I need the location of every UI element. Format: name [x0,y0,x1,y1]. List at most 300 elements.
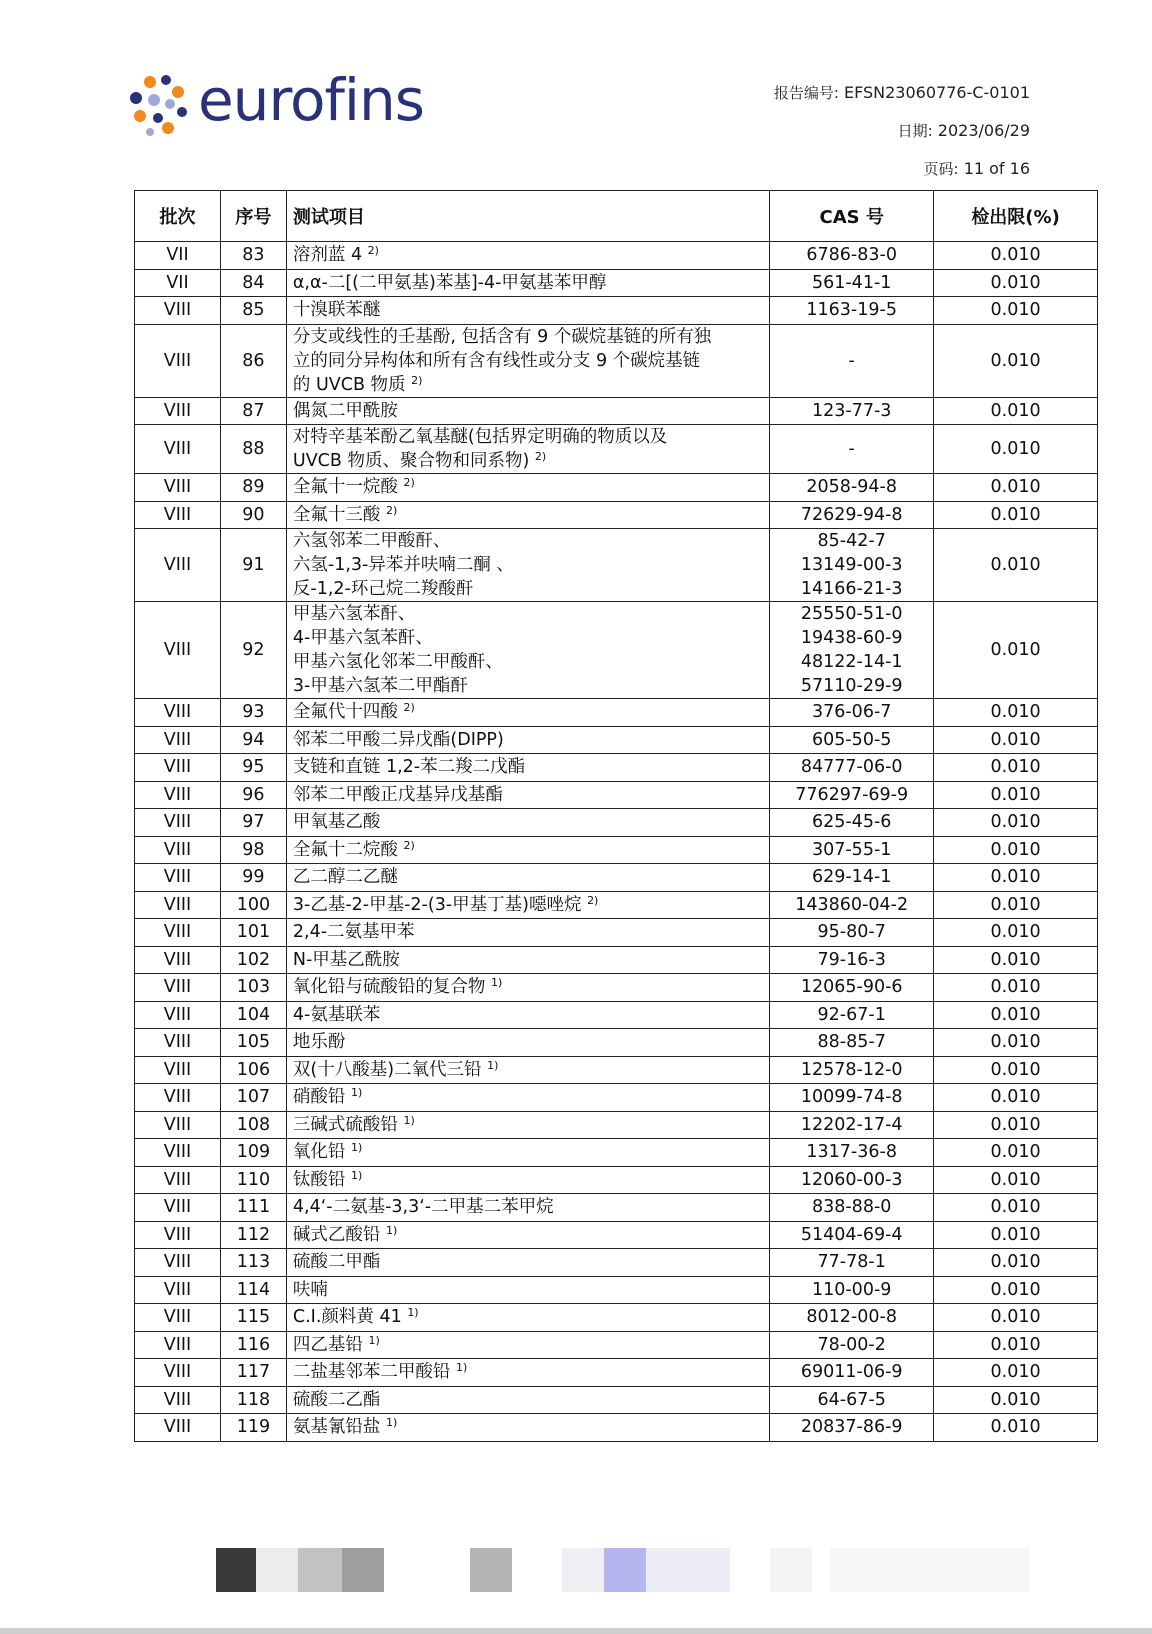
cas-cell-text: 57110-29-9 [800,676,903,696]
number-cell-text: 88 [242,439,265,459]
limit-cell [934,1249,1098,1277]
limit-cell-text: 0.010 [990,867,1041,888]
limit-cell-text: 0.010 [990,640,1041,660]
test-item-cell-text: 的 UVCB 物质 [292,374,406,395]
footnote-marker: 1) [403,1113,415,1127]
limit-cell-text: 0.010 [990,812,1041,833]
table-row [135,1359,1098,1387]
cas-cell [770,1029,934,1057]
number-cell [220,781,286,809]
table-row [135,1111,1098,1139]
footnote-marker: 1) [368,1333,380,1347]
test-item-cell-text: 反-1,2-环己烷二羧酸酐 [292,579,474,599]
test-item-cell-text: 2,4-二氨基甲苯 [292,922,415,943]
number-cell-text: 109 [236,1142,271,1163]
test-item-cell [286,1056,769,1084]
table-row [135,242,1098,270]
test-item-cell-text: 硫酸二甲酯 [292,1252,381,1273]
number-cell-text: 99 [242,867,265,888]
test-item-cell [286,1084,769,1112]
test-item-cell [286,699,769,727]
cas-cell-text: 123-77-3 [811,400,892,421]
batch-cell-text: VIII [163,1169,192,1190]
footer-block [216,1548,256,1592]
cas-cell-text: 629-14-1 [811,867,892,888]
test-item-cell [286,891,769,919]
batch-cell-text: VIII [163,1389,192,1410]
table-row [135,974,1098,1002]
cas-cell-text: 110-00-9 [811,1279,892,1300]
limit-cell [934,1386,1098,1414]
test-item-cell-text: 钛酸铅 [292,1169,346,1190]
batch-cell-text: VIII [163,784,192,805]
test-item-cell [286,501,769,529]
test-item-cell [286,726,769,754]
test-item-cell [286,754,769,782]
number-cell [220,1111,286,1139]
table-row [135,501,1098,529]
limit-cell [934,602,1098,699]
limit-cell-text: 0.010 [990,729,1041,750]
test-item-cell-text: 地乐酚 [292,1032,346,1053]
test-item-cell-text: 全氟代十四酸 [292,702,398,723]
number-cell [220,1386,286,1414]
limit-cell [934,1111,1098,1139]
number-cell [220,1084,286,1112]
limit-cell [934,425,1098,474]
cas-cell-text: 6786-83-0 [806,245,897,266]
limit-cell-text: 0.010 [990,1389,1041,1410]
batch-cell [135,919,221,947]
batch-cell-text: VIII [163,922,192,943]
footnote-marker: 2) [385,503,398,517]
limit-cell [934,864,1098,892]
limit-cell [934,1276,1098,1304]
cas-cell-text: - [848,439,855,459]
cas-cell-text: 19438-60-9 [800,628,903,648]
logo-text: eurofins [198,66,425,134]
limit-cell-text: 0.010 [990,477,1041,498]
limit-cell-text: 0.010 [990,504,1041,525]
limit-cell [934,1001,1098,1029]
batch-cell [135,269,221,297]
number-cell-text: 92 [242,640,265,660]
cas-cell [770,1386,934,1414]
table-row [135,1001,1098,1029]
test-items-table [134,190,1098,1442]
limit-cell-text: 0.010 [990,1224,1041,1245]
number-cell [220,754,286,782]
table-row [135,1029,1098,1057]
batch-cell [135,602,221,699]
limit-cell [934,1084,1098,1112]
batch-cell [135,324,221,397]
table-row [135,1056,1098,1084]
batch-cell-text: VIII [163,1224,192,1245]
batch-cell-text: VIII [163,1032,192,1053]
batch-cell-text: VIII [163,839,192,860]
number-cell-text: 93 [242,702,265,723]
batch-cell [135,1414,221,1442]
limit-cell-text: 0.010 [990,245,1041,266]
date-label: 日期: [897,122,933,140]
limit-cell-text: 0.010 [990,1307,1041,1328]
table-row [135,602,1098,699]
report-meta [774,74,1030,188]
footnote-marker: 1) [350,1086,363,1100]
limit-cell-text: 0.010 [990,1334,1041,1355]
cas-cell [770,781,934,809]
table-row [135,1386,1098,1414]
test-item-cell [286,425,769,474]
batch-cell [135,1166,221,1194]
test-item-cell-text: 甲基六氢化邻苯二甲酸酐、 [292,652,503,672]
table-row [135,324,1098,397]
number-cell [220,836,286,864]
number-cell [220,1414,286,1442]
limit-cell [934,1194,1098,1222]
batch-cell-text: VIII [163,702,192,723]
test-item-cell-text: 邻苯二甲酸正戊基异戊基酯 [292,784,503,805]
footer-block [562,1548,604,1592]
number-cell [220,397,286,425]
number-cell-text: 112 [236,1224,271,1245]
test-item-cell-text: 乙二醇二乙醚 [292,867,398,888]
batch-cell-text: VIII [163,1087,192,1108]
batch-cell [135,1221,221,1249]
test-item-cell-text: 氧化铅 [292,1142,346,1163]
cas-cell [770,397,934,425]
limit-cell-text: 0.010 [990,1087,1041,1108]
number-cell-text: 115 [236,1307,271,1328]
cas-cell-text: 88-85-7 [817,1032,886,1053]
batch-cell [135,1304,221,1332]
table-row [135,754,1098,782]
cas-cell [770,1304,934,1332]
table-row [135,891,1098,919]
batch-cell [135,1001,221,1029]
cas-cell [770,1166,934,1194]
number-cell [220,1056,286,1084]
batch-cell [135,1331,221,1359]
number-cell-text: 104 [236,1004,271,1025]
cas-cell-text: 20837-86-9 [800,1417,903,1438]
batch-cell [135,501,221,529]
table-row [135,864,1098,892]
footnote-marker: 1) [455,1361,468,1375]
test-item-cell [286,1414,769,1442]
batch-cell [135,1029,221,1057]
cas-cell [770,1359,934,1387]
cas-cell [770,864,934,892]
test-item-cell [286,1331,769,1359]
test-item-cell-text: 支链和直链 1,2-苯二羧二戊酯 [292,757,526,778]
limit-cell-text: 0.010 [990,1114,1041,1135]
cas-cell [770,1139,934,1167]
cas-cell [770,602,934,699]
number-cell [220,809,286,837]
cas-cell-text: 14166-21-3 [800,579,903,599]
cas-cell-text: 12578-12-0 [800,1059,903,1080]
cas-cell [770,324,934,397]
test-item-cell-text: 六氢-1,3-异苯并呋喃二酮 、 [292,555,514,575]
batch-cell-text: VIII [163,867,192,888]
number-cell-text: 89 [242,477,265,498]
blurred-footer [170,1500,1032,1590]
number-cell [220,974,286,1002]
number-cell-text: 103 [236,977,271,998]
cas-cell-text: 143860-04-2 [795,894,909,915]
limit-cell-text: 0.010 [990,272,1041,293]
table-row [135,529,1098,602]
limit-cell [934,1359,1098,1387]
cas-cell [770,699,934,727]
test-item-cell-text: 呋喃 [292,1279,328,1300]
limit-cell-text: 0.010 [990,1059,1041,1080]
limit-cell [934,1331,1098,1359]
table-row [135,1276,1098,1304]
batch-cell [135,1139,221,1167]
footnote-marker: 2) [403,701,415,715]
batch-cell [135,699,221,727]
cas-cell [770,1084,934,1112]
cas-cell [770,474,934,502]
test-item-cell [286,297,769,325]
test-item-cell [286,946,769,974]
number-cell [220,919,286,947]
footnote-marker: 2) [367,244,379,258]
table-row [135,474,1098,502]
number-cell [220,1276,286,1304]
cas-cell [770,1111,934,1139]
number-cell-text: 111 [236,1197,271,1218]
number-cell [220,297,286,325]
table-row [135,297,1098,325]
cas-cell-text: 625-45-6 [811,812,892,833]
limit-cell [934,754,1098,782]
test-item-cell [286,836,769,864]
limit-cell-text: 0.010 [990,555,1041,575]
limit-cell-text: 0.010 [990,1362,1041,1383]
number-cell-text: 101 [236,922,271,943]
test-item-cell-text: 邻苯二甲酸二异戊酯(DIPP) [292,729,504,750]
limit-cell-text: 0.010 [990,400,1041,421]
test-item-cell [286,781,769,809]
number-cell [220,529,286,602]
batch-cell [135,809,221,837]
batch-cell-text: VIII [163,1417,192,1438]
number-cell [220,1029,286,1057]
cas-cell [770,529,934,602]
test-item-cell-text: 4,4‘-二氨基-3,3‘-二甲基二苯甲烷 [292,1197,554,1218]
report-number-label: 报告编号: [773,84,839,102]
test-item-cell [286,529,769,602]
cas-cell-text: 376-06-7 [811,702,892,723]
cas-cell-text: 307-55-1 [811,839,892,860]
cas-cell [770,425,934,474]
cas-cell [770,1056,934,1084]
number-cell [220,602,286,699]
cas-cell-text: 92-67-1 [817,1004,886,1025]
batch-cell [135,474,221,502]
table-row [135,1139,1098,1167]
test-item-cell [286,974,769,1002]
number-cell [220,699,286,727]
test-item-cell-text: α,α-二[(二甲氨基)苯基]-4-甲氨基苯甲醇 [292,272,607,293]
table-row [135,781,1098,809]
number-cell-text: 85 [242,300,265,321]
number-cell [220,1359,286,1387]
batch-cell [135,1111,221,1139]
limit-cell-text: 0.010 [990,757,1041,778]
test-item-cell-text: 氨基氰铅盐 [292,1417,381,1438]
test-item-cell [286,1359,769,1387]
eurofins-logo [128,66,428,136]
number-cell-text: 98 [242,839,265,860]
limit-cell [934,529,1098,602]
limit-cell-text: 0.010 [990,977,1041,998]
number-cell-text: 107 [236,1087,271,1108]
cas-cell [770,501,934,529]
cas-cell-text: 78-00-2 [817,1334,886,1355]
number-cell-text: 96 [242,784,265,805]
test-item-cell-text: 偶氮二甲酰胺 [292,400,398,421]
table-row [135,836,1098,864]
cas-cell-text: 2058-94-8 [806,477,897,498]
test-item-cell-text: 六氢邻苯二甲酸酐、 [292,531,451,551]
test-item-cell [286,397,769,425]
test-item-cell-text: 3-甲基六氢苯二甲酯酐 [292,676,468,696]
batch-cell [135,974,221,1002]
batch-cell [135,1056,221,1084]
limit-cell [934,726,1098,754]
batch-cell-text: VIII [163,1004,192,1025]
cas-cell [770,269,934,297]
batch-cell [135,297,221,325]
page-line [774,150,1030,188]
footnote-marker: 2) [403,838,415,852]
batch-cell-text: VIII [163,1307,192,1328]
batch-cell-text: VIII [163,477,192,498]
footer-block [470,1548,512,1592]
batch-cell-text: VIII [163,1197,192,1218]
header-cas: CAS 号 [770,191,934,242]
test-item-cell-text: 对特辛基苯酚乙氧基醚(包括界定明确的物质以及 [292,427,668,447]
test-item-cell [286,1386,769,1414]
limit-cell [934,474,1098,502]
cas-cell-text: 605-50-5 [811,729,892,750]
header-limit: 检出限(%) [934,191,1098,242]
cas-cell [770,1249,934,1277]
test-item-cell-text: 全氟十一烷酸 [292,477,398,498]
number-cell [220,1001,286,1029]
test-item-cell-text: 溶剂蓝 4 [292,245,363,266]
batch-cell [135,397,221,425]
test-item-cell-text: 氧化铅与硫酸铅的复合物 [292,977,486,998]
number-cell-text: 91 [242,555,265,575]
limit-cell-text: 0.010 [990,1032,1041,1053]
batch-cell-text: VIII [163,894,192,915]
batch-cell-text: VIII [163,300,192,321]
cas-cell [770,726,934,754]
test-item-cell-text: 全氟十二烷酸 [292,839,398,860]
limit-cell [934,1029,1098,1057]
test-item-cell-text: 全氟十三酸 [292,504,381,525]
number-cell [220,1221,286,1249]
batch-cell-text: VIII [163,640,192,660]
number-cell-text: 90 [242,504,265,525]
batch-cell [135,781,221,809]
test-item-cell-text: 硫酸二乙酯 [292,1389,381,1410]
limit-cell [934,809,1098,837]
cas-cell [770,754,934,782]
number-cell-text: 110 [236,1169,271,1190]
limit-cell-text: 0.010 [990,949,1041,970]
batch-cell [135,1249,221,1277]
footnote-marker: 1) [385,1223,398,1237]
test-item-cell [286,1304,769,1332]
cas-cell-text: 72629-94-8 [800,504,903,525]
cas-cell-text: 12065-90-6 [800,977,903,998]
report-number-line [774,74,1030,112]
table-row [135,1249,1098,1277]
cas-cell-text: 51404-69-4 [800,1224,903,1245]
number-cell-text: 113 [236,1252,271,1273]
limit-cell [934,1056,1098,1084]
batch-cell [135,529,221,602]
batch-cell-text: VIII [163,1252,192,1273]
cas-cell [770,919,934,947]
batch-cell [135,1386,221,1414]
test-item-cell [286,1221,769,1249]
batch-cell-text: VIII [163,439,192,459]
test-item-cell-text: N-甲基乙酰胺 [292,949,400,970]
cas-cell [770,297,934,325]
limit-cell-text: 0.010 [990,922,1041,943]
cas-cell [770,809,934,837]
test-item-cell [286,864,769,892]
limit-cell [934,974,1098,1002]
footnote-marker: 1) [487,1058,499,1072]
batch-cell-text: VIII [163,1142,192,1163]
table-row [135,1414,1098,1442]
cas-cell-text: 77-78-1 [817,1252,886,1273]
batch-cell [135,242,221,270]
footnote-marker: 2) [587,893,599,907]
number-cell-text: 117 [236,1362,271,1383]
limit-cell [934,242,1098,270]
test-item-cell-text: 四乙基铅 [292,1334,363,1355]
batch-cell [135,754,221,782]
cas-cell-text: 84777-06-0 [800,757,903,778]
number-cell [220,1139,286,1167]
cas-cell-text: 69011-06-9 [800,1362,903,1383]
footnote-marker: 2) [411,373,423,387]
limit-cell-text: 0.010 [990,1142,1041,1163]
header-number: 序号 [220,191,286,242]
test-item-cell-text: 甲氧基乙酸 [292,812,381,833]
cas-cell-text: 95-80-7 [817,922,886,943]
number-cell-text: 106 [236,1059,271,1080]
footnote-marker: 1) [350,1141,363,1155]
limit-cell [934,324,1098,397]
number-cell-text: 114 [236,1279,271,1300]
header-batch: 批次 [135,191,221,242]
cas-cell-text: 12060-00-3 [800,1169,903,1190]
number-cell-text: 116 [236,1334,271,1355]
number-cell [220,501,286,529]
header-test-item: 测试项目 [286,191,769,242]
